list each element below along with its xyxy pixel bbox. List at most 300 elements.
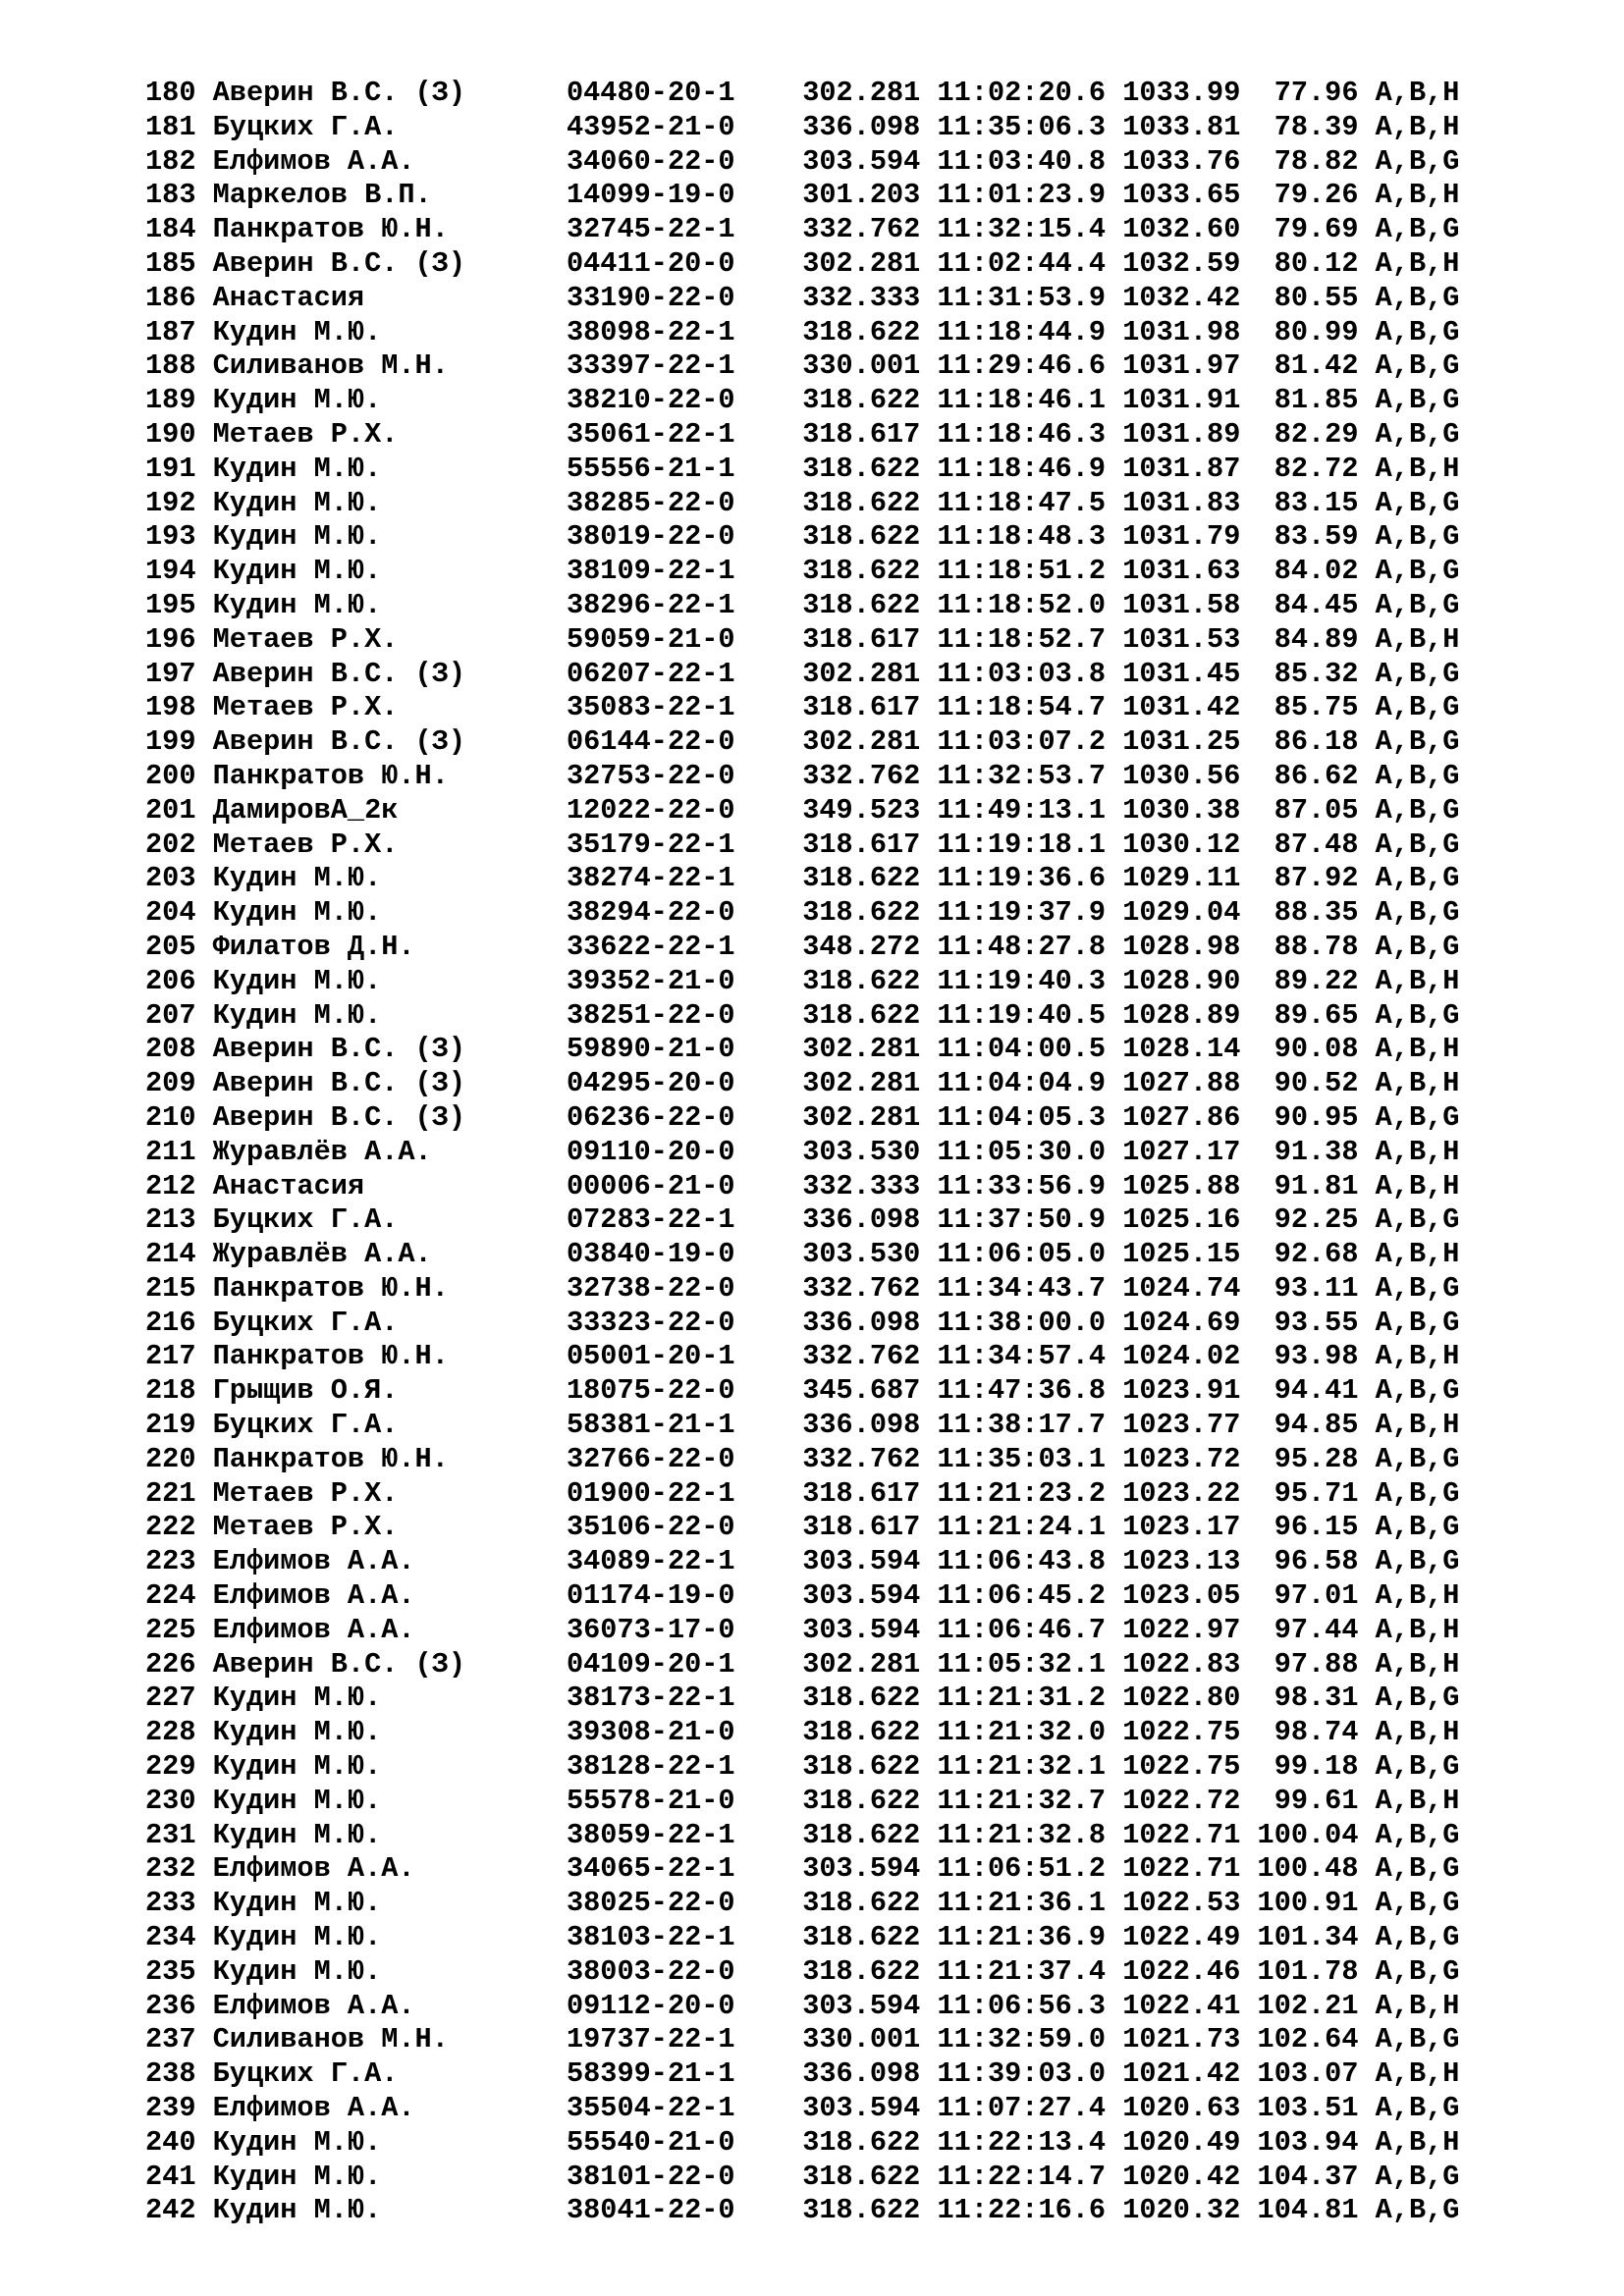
distance-cell: 318.622	[802, 2160, 938, 2193]
place-cell: 185	[145, 246, 213, 280]
coefficient-cell: 78.82	[1257, 144, 1376, 178]
distance-cell: 332.762	[802, 1442, 938, 1475]
speed-cell: 1031.42	[1122, 691, 1258, 724]
table-row	[145, 1648, 1459, 1682]
speed-cell: 1023.13	[1122, 1545, 1258, 1578]
speed-cell: 1033.81	[1122, 110, 1258, 143]
ring-number-cell: 55540-21-0	[566, 2125, 803, 2159]
distance-cell: 318.622	[802, 520, 938, 554]
arrival-time-cell: 11:18:54.7	[937, 691, 1123, 724]
ring-number-cell: 38103-22-1	[566, 1921, 803, 1954]
distance-cell: 318.617	[802, 1511, 938, 1544]
coefficient-cell: 83.59	[1257, 520, 1376, 554]
ring-number-cell: 38041-22-0	[566, 2194, 803, 2227]
place-cell: 211	[145, 1135, 213, 1168]
distance-cell: 302.281	[802, 1067, 938, 1100]
arrival-time-cell: 11:04:00.5	[937, 1033, 1123, 1066]
fancier-name-cell: Маркелов В.П.	[212, 179, 567, 212]
ring-number-cell: 38251-22-0	[566, 998, 803, 1032]
fancier-name-cell: Аверин В.С. (З)	[212, 1647, 567, 1681]
flags-cell: A,B,G	[1375, 1100, 1460, 1134]
fancier-name-cell: Панкратов Ю.Н.	[212, 1442, 567, 1475]
speed-cell: 1031.58	[1122, 588, 1258, 621]
table-row	[145, 999, 1459, 1034]
distance-cell: 303.530	[802, 1135, 938, 1168]
fancier-name-cell: Буцких Г.А.	[212, 1409, 567, 1442]
speed-cell: 1022.75	[1122, 1716, 1258, 1749]
speed-cell: 1031.83	[1122, 486, 1258, 519]
distance-cell: 336.098	[802, 1203, 938, 1237]
table-row	[145, 1579, 1459, 1614]
place-cell: 217	[145, 1340, 213, 1373]
table-row	[145, 2126, 1459, 2161]
speed-cell: 1022.49	[1122, 1921, 1258, 1954]
ring-number-cell: 38210-22-0	[566, 384, 803, 417]
fancier-name-cell: Буцких Г.А.	[212, 2057, 567, 2091]
speed-cell: 1028.98	[1122, 930, 1258, 963]
table-row	[145, 213, 1459, 247]
fancier-name-cell: Буцких Г.А.	[212, 1306, 567, 1339]
coefficient-cell: 89.22	[1257, 964, 1376, 997]
flags-cell: A,B,G	[1375, 1887, 1460, 1920]
ring-number-cell: 34089-22-1	[566, 1545, 803, 1578]
table-row	[145, 1750, 1459, 1785]
ring-number-cell: 38098-22-1	[566, 315, 803, 348]
table-row	[145, 2092, 1459, 2126]
table-row	[145, 794, 1459, 828]
place-cell: 223	[145, 1545, 213, 1578]
fancier-name-cell: Кудин М.Ю.	[212, 998, 567, 1032]
table-row	[145, 931, 1459, 965]
flags-cell: A,B,H	[1375, 1169, 1460, 1202]
coefficient-cell: 101.78	[1257, 1954, 1376, 1988]
speed-cell: 1032.42	[1122, 281, 1258, 314]
arrival-time-cell: 11:18:48.3	[937, 520, 1123, 554]
flags-cell: A,B,H	[1375, 2125, 1460, 2159]
place-cell: 231	[145, 1818, 213, 1851]
flags-cell: A,B,H	[1375, 246, 1460, 280]
flags-cell: A,B,H	[1375, 1067, 1460, 1100]
coefficient-cell: 98.74	[1257, 1716, 1376, 1749]
coefficient-cell: 90.95	[1257, 1100, 1376, 1134]
place-cell: 182	[145, 144, 213, 178]
ring-number-cell: 55578-21-0	[566, 1784, 803, 1817]
table-row	[145, 453, 1459, 487]
distance-cell: 349.523	[802, 793, 938, 827]
ring-number-cell: 06236-22-0	[566, 1100, 803, 1134]
flags-cell: A,B,G	[1375, 759, 1460, 792]
ring-number-cell: 34065-22-1	[566, 1852, 803, 1886]
place-cell: 224	[145, 1579, 213, 1613]
fancier-name-cell: Елфимов А.А.	[212, 2092, 567, 2125]
fancier-name-cell: Грыщив О.Я.	[212, 1374, 567, 1408]
coefficient-cell: 90.52	[1257, 1067, 1376, 1100]
table-row	[145, 1990, 1459, 2024]
table-row	[145, 1785, 1459, 1819]
ring-number-cell: 00006-21-0	[566, 1169, 803, 1202]
fancier-name-cell: Филатов Д.Н.	[212, 930, 567, 963]
fancier-name-cell: Метаев Р.Х.	[212, 622, 567, 656]
coefficient-cell: 97.44	[1257, 1613, 1376, 1646]
speed-cell: 1020.63	[1122, 2092, 1258, 2125]
ring-number-cell: 32738-22-0	[566, 1271, 803, 1305]
flags-cell: A,B,G	[1375, 2194, 1460, 2227]
coefficient-cell: 78.39	[1257, 110, 1376, 143]
arrival-time-cell: 11:03:07.2	[937, 725, 1123, 759]
flags-cell: A,B,G	[1375, 1954, 1460, 1988]
arrival-time-cell: 11:03:03.8	[937, 657, 1123, 690]
fancier-name-cell: Журавлёв А.А.	[212, 1238, 567, 1271]
distance-cell: 303.530	[802, 1238, 938, 1271]
fancier-name-cell: Анастасия	[212, 281, 567, 314]
coefficient-cell: 99.61	[1257, 1784, 1376, 1817]
speed-cell: 1027.17	[1122, 1135, 1258, 1168]
flags-cell: A,B,H	[1375, 1647, 1460, 1681]
distance-cell: 318.622	[802, 1682, 938, 1715]
table-row	[145, 349, 1459, 384]
table-row	[145, 1203, 1459, 1238]
speed-cell: 1028.14	[1122, 1033, 1258, 1066]
arrival-time-cell: 11:03:40.8	[937, 144, 1123, 178]
flags-cell: A,B,G	[1375, 2160, 1460, 2193]
speed-cell: 1023.72	[1122, 1442, 1258, 1475]
coefficient-cell: 94.41	[1257, 1374, 1376, 1408]
distance-cell: 330.001	[802, 2023, 938, 2056]
fancier-name-cell: Кудин М.Ю.	[212, 1887, 567, 1920]
ring-number-cell: 01174-19-0	[566, 1579, 803, 1613]
flags-cell: A,B,G	[1375, 417, 1460, 451]
table-row	[145, 1136, 1459, 1170]
coefficient-cell: 98.31	[1257, 1682, 1376, 1715]
distance-cell: 302.281	[802, 1100, 938, 1134]
flags-cell: A,B,G	[1375, 1511, 1460, 1544]
fancier-name-cell: Аверин В.С. (З)	[212, 246, 567, 280]
arrival-time-cell: 11:22:13.4	[937, 2125, 1123, 2159]
fancier-name-cell: Метаев Р.Х.	[212, 1511, 567, 1544]
place-cell: 206	[145, 964, 213, 997]
place-cell: 191	[145, 452, 213, 485]
distance-cell: 332.333	[802, 281, 938, 314]
speed-cell: 1020.32	[1122, 2194, 1258, 2227]
coefficient-cell: 100.04	[1257, 1818, 1376, 1851]
fancier-name-cell: Кудин М.Ю.	[212, 964, 567, 997]
speed-cell: 1033.76	[1122, 144, 1258, 178]
ring-number-cell: 58399-21-1	[566, 2057, 803, 2091]
place-cell: 236	[145, 1989, 213, 2022]
place-cell: 242	[145, 2194, 213, 2227]
fancier-name-cell: Кудин М.Ю.	[212, 1750, 567, 1784]
place-cell: 200	[145, 759, 213, 792]
flags-cell: A,B,G	[1375, 2023, 1460, 2056]
speed-cell: 1025.16	[1122, 1203, 1258, 1237]
distance-cell: 318.617	[802, 1476, 938, 1510]
distance-cell: 303.594	[802, 2092, 938, 2125]
distance-cell: 301.203	[802, 179, 938, 212]
arrival-time-cell: 11:05:30.0	[937, 1135, 1123, 1168]
flags-cell: A,B,G	[1375, 315, 1460, 348]
coefficient-cell: 81.85	[1257, 384, 1376, 417]
ring-number-cell: 06207-22-1	[566, 657, 803, 690]
flags-cell: A,B,G	[1375, 930, 1460, 963]
coefficient-cell: 88.35	[1257, 896, 1376, 930]
place-cell: 197	[145, 657, 213, 690]
distance-cell: 318.622	[802, 862, 938, 895]
flags-cell: A,B,H	[1375, 2057, 1460, 2091]
fancier-name-cell: Буцких Г.А.	[212, 110, 567, 143]
arrival-time-cell: 11:48:27.8	[937, 930, 1123, 963]
arrival-time-cell: 11:38:00.0	[937, 1306, 1123, 1339]
speed-cell: 1023.17	[1122, 1511, 1258, 1544]
arrival-time-cell: 11:18:47.5	[937, 486, 1123, 519]
speed-cell: 1023.91	[1122, 1374, 1258, 1408]
ring-number-cell: 35106-22-0	[566, 1511, 803, 1544]
place-cell: 219	[145, 1409, 213, 1442]
coefficient-cell: 100.48	[1257, 1852, 1376, 1886]
fancier-name-cell: ДамировА_2к	[212, 793, 567, 827]
arrival-time-cell: 11:02:20.6	[937, 77, 1123, 109]
distance-cell: 318.622	[802, 486, 938, 519]
flags-cell: A,B,G	[1375, 1442, 1460, 1475]
table-row	[145, 1272, 1459, 1307]
ring-number-cell: 38025-22-0	[566, 1887, 803, 1920]
ring-number-cell: 14099-19-0	[566, 179, 803, 212]
table-row	[145, 1887, 1459, 1921]
flags-cell: A,B,G	[1375, 281, 1460, 314]
ring-number-cell: 43952-21-0	[566, 110, 803, 143]
ring-number-cell: 04109-20-1	[566, 1647, 803, 1681]
flags-cell: A,B,H	[1375, 110, 1460, 143]
distance-cell: 303.594	[802, 144, 938, 178]
distance-cell: 336.098	[802, 110, 938, 143]
flags-cell: A,B,G	[1375, 588, 1460, 621]
flags-cell: A,B,G	[1375, 1682, 1460, 1715]
fancier-name-cell: Анастасия	[212, 1169, 567, 1202]
speed-cell: 1020.49	[1122, 2125, 1258, 2159]
fancier-name-cell: Панкратов Ю.Н.	[212, 1340, 567, 1373]
arrival-time-cell: 11:49:13.1	[937, 793, 1123, 827]
speed-cell: 1031.89	[1122, 417, 1258, 451]
ring-number-cell: 09110-20-0	[566, 1135, 803, 1168]
speed-cell: 1022.53	[1122, 1887, 1258, 1920]
arrival-time-cell: 11:04:05.3	[937, 1100, 1123, 1134]
table-row	[145, 2161, 1459, 2195]
table-row	[145, 658, 1459, 692]
table-row	[145, 2057, 1459, 2092]
coefficient-cell: 80.12	[1257, 246, 1376, 280]
coefficient-cell: 90.08	[1257, 1033, 1376, 1066]
ring-number-cell: 35504-22-1	[566, 2092, 803, 2125]
table-row	[145, 487, 1459, 521]
distance-cell: 302.281	[802, 657, 938, 690]
distance-cell: 336.098	[802, 2057, 938, 2091]
speed-cell: 1031.91	[1122, 384, 1258, 417]
coefficient-cell: 82.29	[1257, 417, 1376, 451]
fancier-name-cell: Кудин М.Ю.	[212, 2125, 567, 2159]
arrival-time-cell: 11:29:46.6	[937, 349, 1123, 383]
speed-cell: 1022.83	[1122, 1647, 1258, 1681]
fancier-name-cell: Метаев Р.Х.	[212, 828, 567, 861]
ring-number-cell: 06144-22-0	[566, 725, 803, 759]
coefficient-cell: 103.94	[1257, 2125, 1376, 2159]
place-cell: 218	[145, 1374, 213, 1408]
coefficient-cell: 102.64	[1257, 2023, 1376, 2056]
flags-cell: A,B,G	[1375, 520, 1460, 554]
place-cell: 194	[145, 555, 213, 588]
coefficient-cell: 86.62	[1257, 759, 1376, 792]
arrival-time-cell: 11:19:40.5	[937, 998, 1123, 1032]
table-row	[145, 1443, 1459, 1477]
table-row	[145, 862, 1459, 896]
distance-cell: 332.333	[802, 1169, 938, 1202]
table-row	[145, 1477, 1459, 1512]
fancier-name-cell: Аверин В.С. (З)	[212, 1100, 567, 1134]
place-cell: 233	[145, 1887, 213, 1920]
fancier-name-cell: Метаев Р.Х.	[212, 1476, 567, 1510]
fancier-name-cell: Кудин М.Ю.	[212, 486, 567, 519]
place-cell: 189	[145, 384, 213, 417]
ring-number-cell: 39352-21-0	[566, 964, 803, 997]
speed-cell: 1020.42	[1122, 2160, 1258, 2193]
fancier-name-cell: Кудин М.Ю.	[212, 896, 567, 930]
arrival-time-cell: 11:22:16.6	[937, 2194, 1123, 2227]
fancier-name-cell: Панкратов Ю.Н.	[212, 759, 567, 792]
ring-number-cell: 04480-20-1	[566, 77, 803, 109]
coefficient-cell: 96.15	[1257, 1511, 1376, 1544]
arrival-time-cell: 11:06:05.0	[937, 1238, 1123, 1271]
distance-cell: 318.622	[802, 555, 938, 588]
flags-cell: A,B,G	[1375, 555, 1460, 588]
ring-number-cell: 12022-22-0	[566, 793, 803, 827]
place-cell: 201	[145, 793, 213, 827]
flags-cell: A,B,G	[1375, 1852, 1460, 1886]
fancier-name-cell: Кудин М.Ю.	[212, 1784, 567, 1817]
table-row	[145, 1921, 1459, 1955]
ring-number-cell: 38019-22-0	[566, 520, 803, 554]
fancier-name-cell: Буцких Г.А.	[212, 1203, 567, 1237]
coefficient-cell: 87.92	[1257, 862, 1376, 895]
place-cell: 234	[145, 1921, 213, 1954]
distance-cell: 318.622	[802, 1784, 938, 1817]
flags-cell: A,B,G	[1375, 1476, 1460, 1510]
table-row	[145, 1545, 1459, 1579]
table-row	[145, 247, 1459, 282]
flags-cell: A,B,H	[1375, 1135, 1460, 1168]
flags-cell: A,B,G	[1375, 384, 1460, 417]
distance-cell: 318.617	[802, 417, 938, 451]
flags-cell: A,B,H	[1375, 622, 1460, 656]
fancier-name-cell: Кудин М.Ю.	[212, 1921, 567, 1954]
place-cell: 230	[145, 1784, 213, 1817]
place-cell: 220	[145, 1442, 213, 1475]
coefficient-cell: 91.38	[1257, 1135, 1376, 1168]
table-row	[145, 1716, 1459, 1750]
arrival-time-cell: 11:18:46.9	[937, 452, 1123, 485]
speed-cell: 1021.73	[1122, 2023, 1258, 2056]
fancier-name-cell: Силиванов М.Н.	[212, 2023, 567, 2056]
fancier-name-cell: Кудин М.Ю.	[212, 384, 567, 417]
arrival-time-cell: 11:22:14.7	[937, 2160, 1123, 2193]
speed-cell: 1028.90	[1122, 964, 1258, 997]
coefficient-cell: 91.81	[1257, 1169, 1376, 1202]
place-cell: 221	[145, 1476, 213, 1510]
coefficient-cell: 95.28	[1257, 1442, 1376, 1475]
speed-cell: 1025.15	[1122, 1238, 1258, 1271]
distance-cell: 318.622	[802, 964, 938, 997]
speed-cell: 1025.88	[1122, 1169, 1258, 1202]
distance-cell: 302.281	[802, 725, 938, 759]
ring-number-cell: 01900-22-1	[566, 1476, 803, 1510]
arrival-time-cell: 11:18:44.9	[937, 315, 1123, 348]
arrival-time-cell: 11:32:59.0	[937, 2023, 1123, 2056]
results-table	[145, 77, 1459, 2228]
arrival-time-cell: 11:33:56.9	[937, 1169, 1123, 1202]
place-cell: 213	[145, 1203, 213, 1237]
arrival-time-cell: 11:06:46.7	[937, 1613, 1123, 1646]
table-row	[145, 725, 1459, 760]
place-cell: 202	[145, 828, 213, 861]
flags-cell: A,B,G	[1375, 896, 1460, 930]
ring-number-cell: 38274-22-1	[566, 862, 803, 895]
arrival-time-cell: 11:19:40.3	[937, 964, 1123, 997]
arrival-time-cell: 11:18:52.7	[937, 622, 1123, 656]
place-cell: 196	[145, 622, 213, 656]
distance-cell: 348.272	[802, 930, 938, 963]
arrival-time-cell: 11:35:03.1	[937, 1442, 1123, 1475]
place-cell: 228	[145, 1716, 213, 1749]
flags-cell: A,B,G	[1375, 349, 1460, 383]
speed-cell: 1022.80	[1122, 1682, 1258, 1715]
arrival-time-cell: 11:32:15.4	[937, 213, 1123, 246]
distance-cell: 332.762	[802, 213, 938, 246]
distance-cell: 303.594	[802, 1613, 938, 1646]
table-row	[145, 1170, 1459, 1204]
speed-cell: 1024.74	[1122, 1271, 1258, 1305]
fancier-name-cell: Кудин М.Ю.	[212, 520, 567, 554]
fancier-name-cell: Кудин М.Ю.	[212, 1818, 567, 1851]
table-row	[145, 1614, 1459, 1648]
place-cell: 216	[145, 1306, 213, 1339]
place-cell: 180	[145, 77, 213, 109]
ring-number-cell: 35179-22-1	[566, 828, 803, 861]
speed-cell: 1021.42	[1122, 2057, 1258, 2091]
place-cell: 190	[145, 417, 213, 451]
ring-number-cell: 03840-19-0	[566, 1238, 803, 1271]
speed-cell: 1022.46	[1122, 1954, 1258, 1988]
fancier-name-cell: Журавлёв А.А.	[212, 1135, 567, 1168]
flags-cell: A,B,H	[1375, 1613, 1460, 1646]
place-cell: 183	[145, 179, 213, 212]
ring-number-cell: 38109-22-1	[566, 555, 803, 588]
arrival-time-cell: 11:02:44.4	[937, 246, 1123, 280]
flags-cell: A,B,H	[1375, 1989, 1460, 2022]
distance-cell: 318.617	[802, 622, 938, 656]
coefficient-cell: 83.15	[1257, 486, 1376, 519]
table-row	[145, 965, 1459, 999]
table-row	[145, 282, 1459, 316]
distance-cell: 318.622	[802, 588, 938, 621]
arrival-time-cell: 11:06:51.2	[937, 1852, 1123, 1886]
flags-cell: A,B,G	[1375, 1545, 1460, 1578]
speed-cell: 1022.71	[1122, 1818, 1258, 1851]
distance-cell: 303.594	[802, 1989, 938, 2022]
table-row	[145, 145, 1459, 180]
ring-number-cell: 04295-20-0	[566, 1067, 803, 1100]
arrival-time-cell: 11:37:50.9	[937, 1203, 1123, 1237]
ring-number-cell: 55556-21-1	[566, 452, 803, 485]
ring-number-cell: 59059-21-0	[566, 622, 803, 656]
place-cell: 181	[145, 110, 213, 143]
coefficient-cell: 84.45	[1257, 588, 1376, 621]
